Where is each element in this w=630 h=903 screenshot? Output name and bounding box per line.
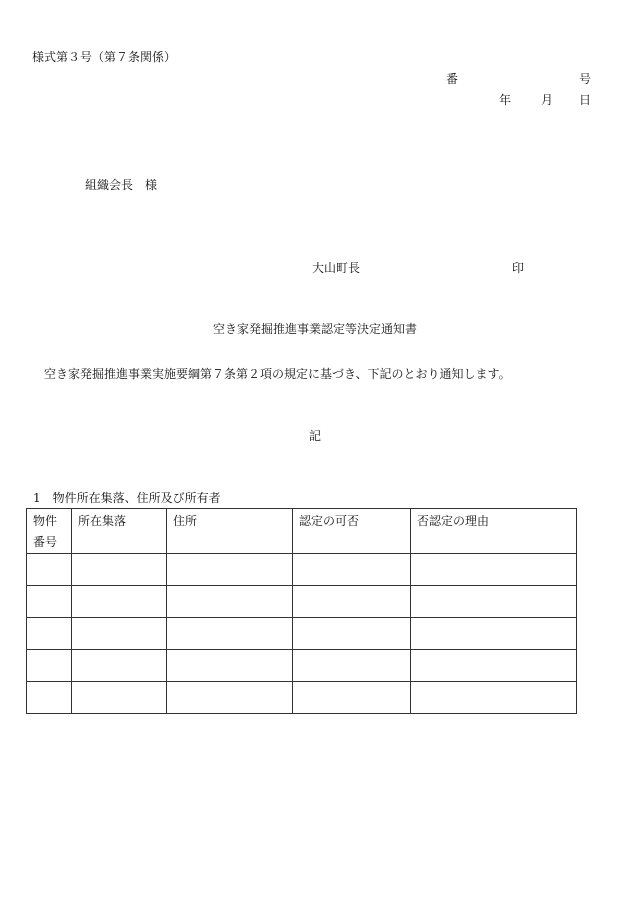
table-cell[interactable] bbox=[293, 682, 411, 714]
table-row bbox=[27, 650, 577, 682]
table-cell[interactable] bbox=[167, 682, 293, 714]
column-header-label: 住所 bbox=[173, 514, 198, 528]
document-title: 空き家発掘推進事業認定等決定通知書 bbox=[212, 322, 417, 336]
table-cell[interactable] bbox=[167, 650, 293, 682]
ki-heading: 記 bbox=[308, 429, 321, 443]
table-cell[interactable] bbox=[411, 682, 577, 714]
document-number-label: 番 bbox=[446, 72, 459, 86]
column-header-label: 否認定の理由 bbox=[417, 514, 490, 528]
table-cell[interactable] bbox=[27, 586, 72, 618]
body-text: 空き家発掘推進事業実施要綱第７条第２項の規定に基づき、下記のとおり通知します。 bbox=[44, 367, 511, 381]
table-cell[interactable] bbox=[411, 618, 577, 650]
table-cell[interactable] bbox=[27, 682, 72, 714]
table-cell[interactable] bbox=[167, 554, 293, 586]
column-header-approval bbox=[293, 509, 411, 554]
property-table bbox=[26, 508, 577, 714]
date-day-label: 日 bbox=[579, 93, 592, 107]
table-cell[interactable] bbox=[27, 554, 72, 586]
date-year-label: 年 bbox=[499, 93, 512, 107]
table-row bbox=[27, 586, 577, 618]
table-cell[interactable] bbox=[411, 650, 577, 682]
column-header-property-number bbox=[27, 509, 72, 554]
table-cell[interactable] bbox=[293, 586, 411, 618]
table-cell[interactable] bbox=[72, 618, 167, 650]
form-number: 様式第３号（第７条関係） bbox=[32, 50, 177, 64]
column-header-settlement bbox=[72, 509, 167, 554]
section-1-heading: 1 物件所在集落、住所及び所有者 bbox=[33, 491, 221, 505]
table-row bbox=[27, 554, 577, 586]
table-cell[interactable] bbox=[293, 554, 411, 586]
table-cell[interactable] bbox=[72, 586, 167, 618]
table-cell[interactable] bbox=[27, 618, 72, 650]
table-row bbox=[27, 618, 577, 650]
table-cell[interactable] bbox=[293, 650, 411, 682]
column-header-rejection-reason bbox=[411, 509, 577, 554]
column-header-label: 認定の可否 bbox=[299, 514, 360, 528]
date-month-label: 月 bbox=[541, 93, 554, 107]
table-cell[interactable] bbox=[72, 554, 167, 586]
seal-mark: 印 bbox=[512, 261, 525, 275]
column-header-address bbox=[167, 509, 293, 554]
table-cell[interactable] bbox=[72, 650, 167, 682]
column-header-label: 所在集落 bbox=[78, 514, 127, 528]
table-cell[interactable] bbox=[411, 554, 577, 586]
table-cell[interactable] bbox=[293, 618, 411, 650]
recipient: 組織会長 様 bbox=[85, 178, 158, 192]
table-cell[interactable] bbox=[167, 586, 293, 618]
table-cell[interactable] bbox=[411, 586, 577, 618]
column-header-label: 物件番号 bbox=[33, 514, 58, 549]
table-row bbox=[27, 682, 577, 714]
table-cell[interactable] bbox=[27, 650, 72, 682]
table-header-row bbox=[27, 509, 577, 554]
table-cell[interactable] bbox=[72, 682, 167, 714]
sender-name: 大山町長 bbox=[312, 261, 361, 275]
table-cell[interactable] bbox=[167, 618, 293, 650]
document-number-suffix: 号 bbox=[579, 72, 592, 86]
